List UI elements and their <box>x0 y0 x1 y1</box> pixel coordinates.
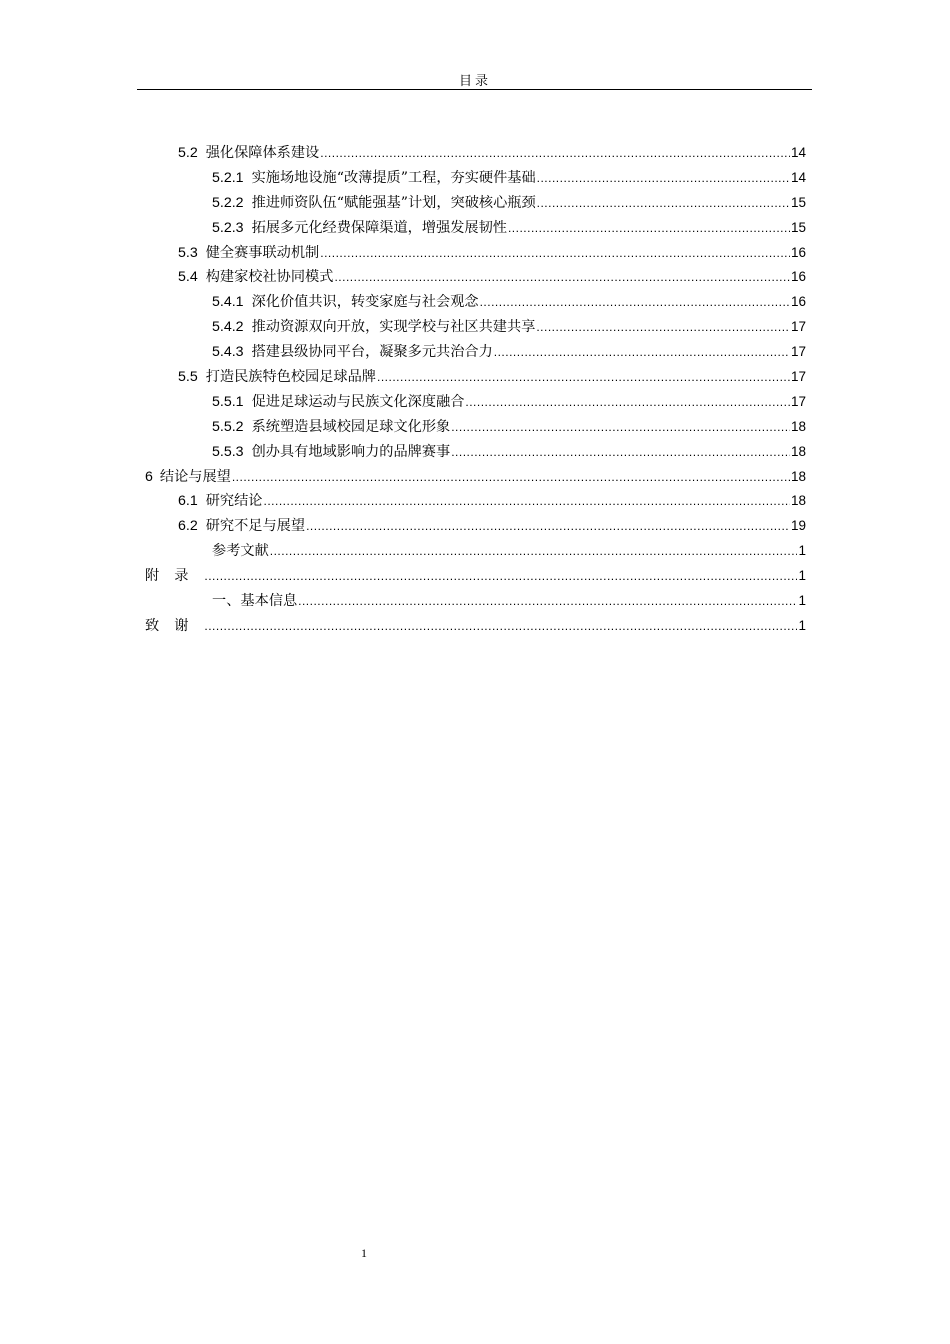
toc-entry-title: 健全赛事联动机制 <box>205 244 320 261</box>
toc-entry-number: 5.5 <box>178 369 198 386</box>
toc-entry-page: 16 <box>790 294 806 310</box>
toc-entry-page: 15 <box>790 219 806 235</box>
toc-entry-number: 5.4 <box>178 269 198 286</box>
toc-entry-page: 16 <box>790 269 806 285</box>
toc-entry-number: 5.2 <box>178 145 198 161</box>
toc-entry[interactable] <box>145 589 806 614</box>
table-of-contents <box>145 141 806 639</box>
toc-dot-leader <box>320 141 790 166</box>
toc-entry-title: 研究不足与展望 <box>205 518 306 535</box>
toc-entry-title: 创办具有地域影响力的品牌赛事 <box>251 443 451 460</box>
toc-dot-leader <box>537 166 790 191</box>
toc-entry-page: 1 <box>798 617 806 633</box>
toc-entry[interactable] <box>145 514 806 539</box>
toc-entry-page: 1 <box>798 543 806 559</box>
toc-entry-page: 17 <box>790 369 806 385</box>
toc-entry[interactable] <box>145 390 806 415</box>
toc-dot-leader <box>465 390 790 415</box>
toc-entry[interactable] <box>145 415 806 440</box>
toc-entry[interactable] <box>145 241 806 266</box>
header-rule <box>137 89 812 90</box>
toc-entry-number: 6.2 <box>178 518 198 535</box>
toc-entry-title: 推进师资队伍“赋能强基”计划，突破核心瓶颈 <box>251 194 536 211</box>
toc-entry-page: 16 <box>790 244 806 260</box>
toc-entry[interactable] <box>145 539 806 564</box>
toc-dot-leader <box>204 614 797 639</box>
page-number: 1 <box>361 1246 367 1260</box>
toc-entry-title: 打造民族特色校园足球品牌 <box>205 369 376 386</box>
toc-entry-number: 5.4.2 <box>212 319 244 336</box>
toc-dot-leader <box>480 290 790 315</box>
toc-entry-title: 致谢 <box>145 617 204 634</box>
toc-dot-leader <box>537 191 790 216</box>
toc-dot-leader <box>320 241 790 266</box>
toc-entry[interactable] <box>145 340 806 365</box>
toc-entry-number: 5.5.2 <box>212 418 244 435</box>
toc-dot-leader <box>298 589 797 614</box>
toc-entry[interactable] <box>145 365 806 390</box>
toc-entry-title: 一、基本信息 <box>212 593 298 610</box>
toc-dot-leader <box>451 415 790 440</box>
toc-entry-number: 5.2.1 <box>212 169 244 186</box>
toc-entry[interactable] <box>145 465 806 490</box>
toc-entry-number: 5.5.3 <box>212 443 244 460</box>
toc-entry-title: 强化保障体系建设 <box>205 145 320 161</box>
toc-entry-page: 14 <box>790 169 806 185</box>
toc-entry-page: 17 <box>790 393 806 409</box>
toc-entry-page: 17 <box>790 319 806 335</box>
toc-dot-leader <box>306 514 790 539</box>
toc-entry-number: 5.2.2 <box>212 194 244 211</box>
toc-entry-title: 研究结论 <box>205 493 263 510</box>
toc-entry-page: 1 <box>798 568 806 584</box>
toc-entry-page: 18 <box>790 443 806 459</box>
toc-dot-leader <box>270 539 798 564</box>
toc-entry[interactable] <box>145 564 806 589</box>
toc-entry-title: 搭建县级协同平台，凝聚多元共治合力 <box>251 344 493 361</box>
toc-entry-title: 系统塑造县域校园足球文化形象 <box>251 418 451 435</box>
toc-entry-title: 参考文献 <box>212 543 269 560</box>
toc-entry-title: 附录 <box>145 568 204 585</box>
toc-entry-title: 促进足球运动与民族文化深度融合 <box>251 393 465 410</box>
toc-dot-leader <box>451 440 790 465</box>
toc-entry-title: 实施场地设施“改薄提质”工程，夯实硬件基础 <box>251 169 536 186</box>
toc-entry-page: 17 <box>790 344 806 360</box>
toc-dot-leader <box>508 216 790 241</box>
toc-entry-page: 19 <box>790 518 806 534</box>
toc-entry[interactable] <box>145 440 806 465</box>
toc-entry[interactable] <box>145 489 806 514</box>
toc-entry-number: 5.4.1 <box>212 294 244 311</box>
toc-entry-title: 深化价值共识，转变家庭与社会观念 <box>251 294 479 311</box>
toc-dot-leader <box>264 489 790 514</box>
toc-entry-title: 结论与展望 <box>159 468 231 485</box>
toc-entry[interactable] <box>145 216 806 241</box>
toc-dot-leader <box>204 564 797 589</box>
toc-dot-leader <box>494 340 790 365</box>
toc-entry-number: 5.3 <box>178 244 198 261</box>
toc-entry-title: 拓展多元化经费保障渠道，增强发展韧性 <box>251 219 507 236</box>
toc-entry-title: 推动资源双向开放，实现学校与社区共建共享 <box>251 319 536 336</box>
toc-entry[interactable] <box>145 141 806 166</box>
toc-entry-number: 5.2.3 <box>212 219 244 236</box>
toc-entry-number: 5.4.3 <box>212 344 244 361</box>
toc-entry[interactable] <box>145 614 806 639</box>
toc-entry[interactable] <box>145 315 806 340</box>
toc-entry-page: 18 <box>790 418 806 434</box>
toc-entry[interactable] <box>145 166 806 191</box>
toc-entry-page: 14 <box>790 145 806 160</box>
toc-entry-title: 构建家校社协同模式 <box>205 269 334 286</box>
toc-entry-page: 18 <box>790 468 806 484</box>
toc-dot-leader <box>334 265 790 290</box>
toc-entry-page: 1 <box>798 593 806 609</box>
toc-entry[interactable] <box>145 191 806 216</box>
toc-entry[interactable] <box>145 290 806 315</box>
toc-dot-leader <box>377 365 790 390</box>
toc-entry-page: 15 <box>790 194 806 210</box>
toc-dot-leader <box>536 315 790 340</box>
toc-entry[interactable] <box>145 265 806 290</box>
page-header: 目录 <box>458 74 491 89</box>
toc-entry-number: 6.1 <box>178 493 198 510</box>
toc-dot-leader <box>232 465 790 490</box>
toc-entry-number: 5.5.1 <box>212 393 244 410</box>
toc-entry-page: 18 <box>790 493 806 509</box>
toc-entry-number: 6 <box>145 468 153 485</box>
